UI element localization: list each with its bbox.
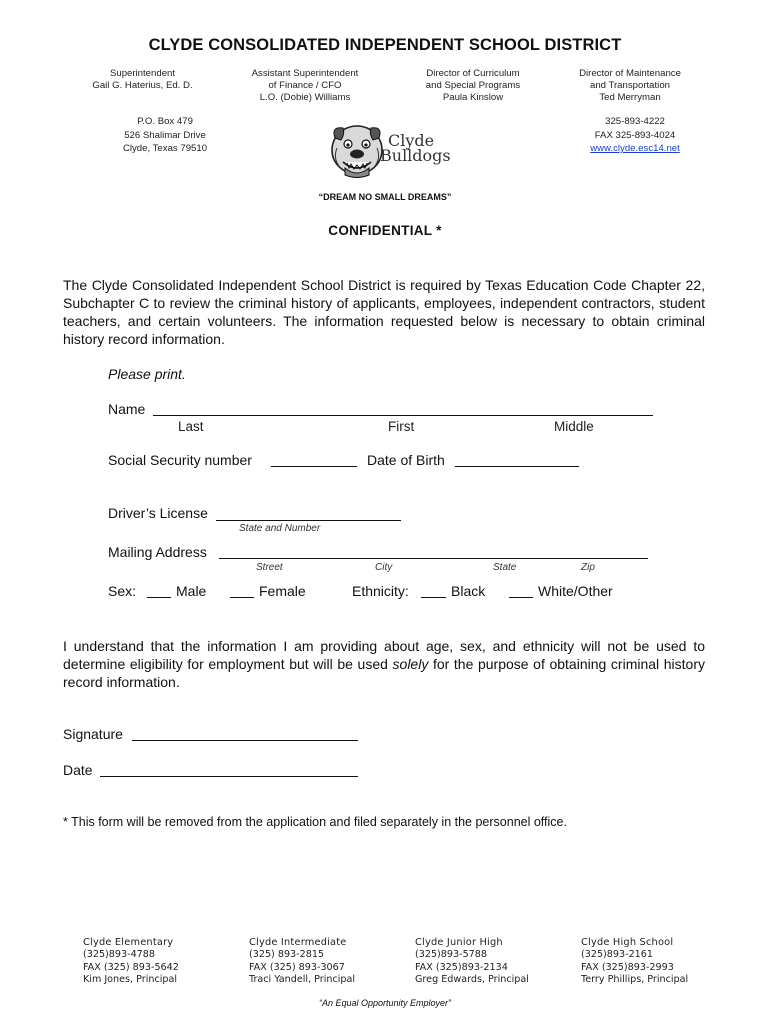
staff-name: L.O. (Dobie) Williams	[259, 92, 351, 103]
staff-name: Paula Kinslow	[442, 92, 504, 103]
staff-role-detail: and Transportation	[589, 80, 670, 91]
school-name: Clyde Elementary	[83, 937, 174, 948]
staff-cfo	[230, 68, 380, 104]
mailing-sub-state: State	[493, 562, 517, 573]
intro-paragraph: The Clyde Consolidated Independent School District is required by Texas Education Code Chapter 22, Subchapter C to review the criminal history of applicants, employees, independent contractors, student teachers, and certain volunteers. The information requested below is necessary to obtain criminal history record information.	[63, 277, 705, 347]
staff-name: Ted Merryman	[599, 92, 661, 103]
confidential-heading: CONFIDENTIAL *	[328, 223, 442, 238]
school-principal: Greg Edwards, Principal	[415, 973, 529, 985]
footnote: * This form will be removed from the application and filed separately in the personnel office.	[63, 815, 567, 829]
school-principal: Traci Yandell, Principal	[249, 973, 356, 985]
date-label: Date	[63, 762, 93, 778]
staff-role-detail: and Special Programs	[425, 80, 521, 91]
drivers-license-input-line[interactable]	[216, 520, 401, 521]
mailing-sub-street: Street	[256, 562, 283, 573]
district-title: CLYDE CONSOLIDATED INDEPENDENT SCHOOL DISTRICT	[148, 36, 622, 54]
date-input-line[interactable]	[100, 776, 358, 777]
drivers-license-label: Driver’s License	[108, 505, 208, 521]
staff-maintenance	[555, 68, 705, 104]
logo-wordmark	[380, 131, 451, 165]
female-label: Female	[259, 583, 306, 599]
ssn-label: Social Security number	[108, 452, 252, 468]
staff-role: Director of Maintenance	[579, 68, 681, 79]
signature-input-line[interactable]	[132, 740, 358, 741]
school-phone: (325) 893-2815	[249, 949, 325, 961]
mailing-address-input-line[interactable]	[219, 558, 648, 559]
name-input-line[interactable]	[153, 415, 653, 416]
phone-number: 325-893-4222	[605, 116, 665, 127]
school-junior-high	[415, 937, 575, 986]
school-name: Clyde Junior High	[415, 937, 503, 948]
logo-text-bulldogs: Bulldogs	[380, 146, 451, 165]
drivers-license-sub: State and Number	[239, 523, 321, 534]
male-checkbox-line[interactable]	[147, 597, 171, 598]
sex-label: Sex:	[108, 583, 137, 599]
school-high-school	[581, 937, 741, 986]
logo-text-clyde: Clyde	[388, 131, 435, 150]
mailing-sub-city: City	[375, 562, 393, 573]
white-other-checkbox-line[interactable]	[509, 597, 533, 598]
female-checkbox-line[interactable]	[230, 597, 254, 598]
signature-label: Signature	[63, 726, 123, 742]
black-label: Black	[451, 583, 486, 599]
staff-role-detail: of Finance / CFO	[268, 80, 342, 91]
school-name: Clyde Intermediate	[249, 937, 347, 948]
name-sub-middle: Middle	[554, 419, 594, 434]
name-label: Name	[108, 401, 146, 417]
school-principal: Terry Phillips, Principal	[581, 973, 689, 985]
school-fax: FAX (325) 893-5642	[83, 961, 179, 973]
school-phone: (325)893-2161	[581, 949, 653, 961]
ethnicity-label: Ethnicity:	[352, 583, 409, 599]
staff-superintendent	[70, 68, 215, 92]
fax-number: FAX 325-893-4024	[594, 129, 676, 141]
school-name: Clyde High School	[581, 937, 674, 948]
dob-input-line[interactable]	[455, 466, 579, 467]
school-fax: FAX (325)893-2134	[415, 961, 508, 973]
statement-text: I understand that the information I am providing about age, sex, and ethnicity will not be used to determine eligibility for employment but will be used	[63, 638, 705, 672]
address-line: P.O. Box 479	[137, 116, 193, 127]
school-fax: FAX (325)893-2993	[581, 961, 674, 973]
mailing-sub-zip: Zip	[581, 562, 595, 573]
school-principal: Kim Jones, Principal	[83, 973, 178, 985]
equal-opportunity-note: “An Equal Opportunity Employer”	[318, 998, 452, 1008]
ssn-input-line[interactable]	[271, 466, 357, 467]
address-line: 526 Shalimar Drive	[124, 129, 206, 141]
staff-name: Gail G. Haterius, Ed. D.	[92, 80, 193, 91]
school-elementary	[83, 937, 243, 986]
dob-label: Date of Birth	[367, 452, 445, 468]
staff-role: Assistant Superintendent	[251, 68, 359, 79]
staff-curriculum	[398, 68, 548, 104]
address-line: Clyde, Texas 79510	[122, 143, 208, 154]
school-fax: FAX (325) 893-3067	[249, 961, 345, 973]
male-label: Male	[176, 583, 207, 599]
district-address	[100, 115, 230, 156]
district-motto: “DREAM NO SMALL DREAMS”	[318, 192, 452, 202]
staff-role: Superintendent	[109, 68, 176, 79]
website-link[interactable]: www.clyde.esc14.net	[590, 143, 680, 154]
understanding-statement	[63, 637, 705, 691]
name-sub-last: Last	[178, 419, 204, 434]
district-contact	[570, 115, 700, 156]
white-other-label: White/Other	[538, 583, 613, 599]
black-checkbox-line[interactable]	[421, 597, 446, 598]
statement-text-end: for the purpose of obtaining criminal history record information.	[63, 656, 705, 690]
school-intermediate	[249, 937, 409, 986]
please-print-note: Please print.	[108, 366, 186, 382]
mailing-address-label: Mailing Address	[108, 544, 207, 560]
staff-role: Director of Curriculum	[426, 68, 520, 79]
name-sub-first: First	[388, 419, 415, 434]
school-phone: (325)893-4788	[83, 949, 155, 961]
school-phone: (325)893-5788	[415, 949, 487, 961]
statement-emphasis: solely	[392, 656, 429, 672]
